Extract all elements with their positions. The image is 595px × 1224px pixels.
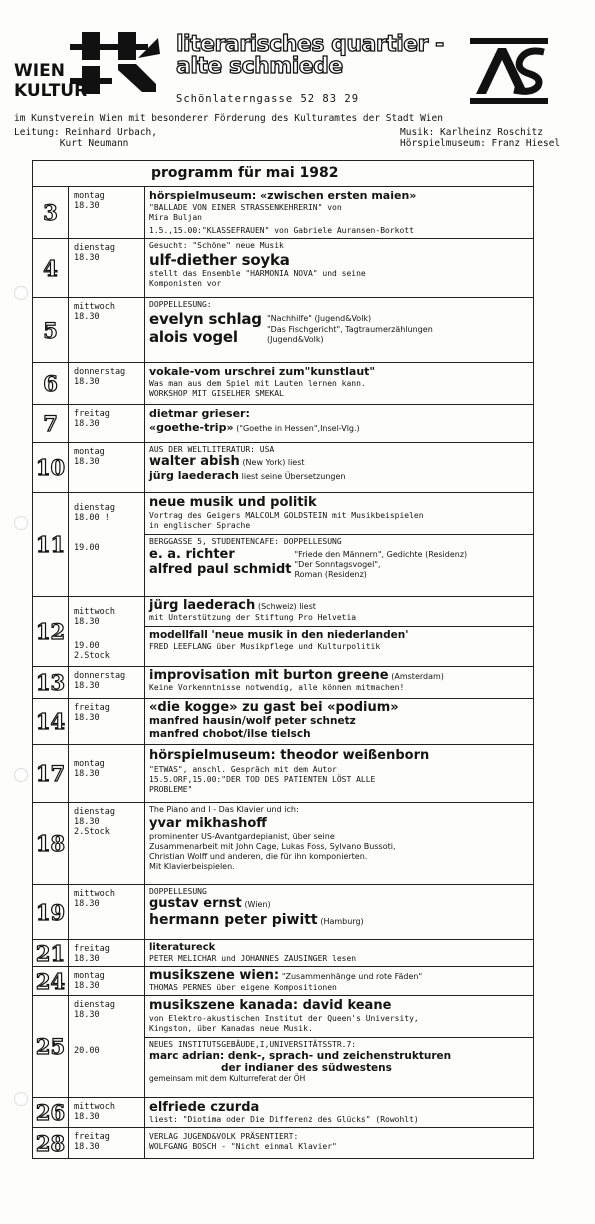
weekday: montag: [74, 191, 105, 201]
time: 18.30: [74, 201, 100, 211]
event-title: vokale-vom urschrei zum"kunstlaut": [149, 365, 376, 378]
event-note: (Amsterdam): [391, 672, 444, 681]
author-names: [149, 310, 267, 346]
event-title: hörspielmuseum: theodor weißenborn: [149, 748, 430, 763]
hoerspiel-line: Hörspielmuseum: Franz Hiesel: [400, 138, 561, 149]
event-note: ("Goethe in Hessen",Insel-Vlg.): [236, 424, 360, 433]
program-row: [33, 996, 533, 1098]
event-title: dietmar grieser:: [149, 407, 250, 420]
day-time: [69, 803, 145, 884]
program-row: [33, 187, 533, 239]
day-number: 25: [33, 996, 69, 1097]
day-number: 18: [33, 803, 69, 884]
event-line: THOMAS PERNES über eigene Kompositionen: [149, 983, 337, 992]
event-line: manfred chobot/ilse tielsch: [149, 728, 311, 740]
day-number: 6: [33, 363, 69, 404]
event: [145, 967, 533, 995]
event: [145, 699, 533, 744]
author-note: (New York) liest: [242, 458, 305, 467]
event-note: "Zusammenhänge und rote Fäden": [281, 972, 423, 981]
day-number: 14: [33, 699, 69, 744]
program-row: [33, 1128, 533, 1158]
event-line: Vortrag des Geigers MALCOLM GOLDSTEIN mit Musikbeispielen: [149, 511, 424, 520]
day-number: 12: [33, 597, 69, 666]
time: 18.30: [74, 419, 100, 429]
day-time: [69, 996, 145, 1097]
event-line: VERLAG JUGEND&VOLK PRÄSENTIERT:: [149, 1132, 299, 1141]
place: 2.Stock: [74, 827, 110, 837]
author-names: [149, 547, 291, 577]
program-row: [33, 443, 533, 493]
punch-hole: [14, 1092, 28, 1106]
time: 18.30: [74, 1142, 100, 1152]
day-time: [69, 597, 145, 666]
event: [145, 597, 533, 666]
author-note: (Jugend&Volk): [267, 335, 324, 344]
event-line: gemeinsam mit dem Kulturreferat der ÖH: [149, 1074, 306, 1083]
event-pre: BERGGASSE 5, STUDENTENCAFE: DOPPELLESUNG: [149, 537, 342, 546]
weekday: mittwoch: [74, 607, 115, 617]
event-line: Mit Klavierbeispielen.: [149, 861, 235, 871]
program-table: [32, 160, 534, 1159]
day-number: 26: [33, 1098, 69, 1127]
event-line: Kingston, über Kanadas neue Musik.: [149, 1024, 313, 1033]
program-title: programm für mai 1982: [33, 161, 533, 187]
day-time: [69, 363, 145, 404]
event-title: neue musik und politik: [149, 495, 317, 510]
punch-hole: [14, 516, 28, 530]
event-line: WORKSHOP MIT GISELHER SMEKAL: [149, 389, 284, 398]
author-note: (Hamburg): [320, 917, 364, 926]
punch-hole: [14, 286, 28, 300]
place: 2.Stock: [74, 651, 110, 661]
time: 18.30: [74, 954, 100, 964]
event-line: 15.5.ORF,15.00:"DER TOD DES PATIENTEN LÖST ALLE: [149, 775, 376, 784]
day-number: 3: [33, 187, 69, 238]
event-line: in englischer Sprache: [149, 521, 251, 530]
day-number: 11: [33, 493, 69, 596]
leitung-line1: Leitung: Reinhard Urbach,: [14, 127, 157, 138]
event: [145, 298, 533, 362]
time: 18.30: [74, 1010, 100, 1020]
author-note: liest seine Übersetzungen: [241, 472, 346, 481]
time: 19.00: [74, 641, 100, 651]
time: 18.30: [74, 617, 100, 627]
weekday: dienstag: [74, 1000, 115, 1010]
day-number: 5: [33, 298, 69, 362]
alte-schmiede-logo: [470, 38, 548, 104]
event-title: musikszene kanada: david keane: [149, 998, 392, 1013]
event-line: 1.5.,15.00:"KLASSEFRAUEN" von Gabriele Auransen-Borkott: [149, 226, 414, 235]
time: 20.00: [74, 1046, 100, 1056]
logo-wien: WIEN: [14, 61, 65, 81]
credits-right: [400, 127, 560, 149]
day-number: 21: [33, 940, 69, 966]
day-time: [69, 667, 145, 698]
weekday: dienstag: [74, 807, 115, 817]
event-title: ulf-diether soyka: [149, 251, 290, 269]
day-time: [69, 1098, 145, 1127]
day-time: [69, 443, 145, 492]
day-number: 10: [33, 443, 69, 492]
event: [145, 405, 533, 442]
program-row: [33, 745, 533, 803]
weekday: mittwoch: [74, 302, 115, 312]
divider: [145, 1037, 533, 1038]
venue-address: Schönlaterngasse 52 83 29: [176, 93, 360, 105]
event-title: yvar mikhashoff: [149, 815, 267, 831]
event-title: marc adrian: denk-, sprach- und zeichenstrukturen: [149, 1050, 452, 1062]
time: 18.30: [74, 713, 100, 723]
event-pre: DOPPELLESUNG: [149, 887, 207, 896]
time: 18.30: [74, 769, 100, 779]
event-line: "BALLADE VON EINER STRASSENKEHRERIN" von: [149, 203, 342, 212]
day-number: 28: [33, 1128, 69, 1158]
weekday: donnerstag: [74, 367, 126, 377]
venue-title-line1: literarisches quartier -: [176, 32, 444, 57]
author-note: "Nachhilfe" (Jugend&Volk): [267, 314, 372, 323]
day-time: [69, 493, 145, 596]
program-row: [33, 239, 533, 298]
leitung: [14, 127, 157, 149]
day-time: [69, 967, 145, 995]
event-line: Keine Vorkenntnisse notwendig, alle können mitmachen!: [149, 683, 405, 692]
time: 18.30: [74, 681, 100, 691]
author-notes: [267, 310, 433, 345]
time: 19.00: [74, 543, 100, 553]
event: [145, 940, 533, 966]
divider: [145, 534, 533, 535]
author-name: walter abish: [149, 454, 240, 469]
program-row: [33, 667, 533, 699]
day-number: 17: [33, 745, 69, 802]
event-title: elfriede czurda: [149, 1100, 260, 1115]
author-note: Roman (Residenz): [294, 570, 367, 579]
weekday: montag: [74, 971, 105, 981]
day-time: [69, 940, 145, 966]
event-title: improvisation mit burton greene: [149, 668, 389, 683]
day-number: 24: [33, 967, 69, 995]
event-title: der indianer des südwestens: [221, 1062, 392, 1074]
event: [145, 1128, 533, 1158]
event-line: Was man aus dem Spiel mit Lauten lernen kann.: [149, 379, 366, 388]
event-pre: DOPPELLESUNG:: [149, 300, 212, 309]
event-line: prominenter US-Avantgardepianist, über seine: [149, 831, 335, 841]
program-row: [33, 363, 533, 405]
event-line: "ETWAS", anschl. Gespräch mit dem Autor: [149, 765, 337, 774]
logo-as-text: AS: [509, 78, 511, 79]
event: [145, 1098, 533, 1127]
program-row: [33, 885, 533, 940]
event-subtitle: «goethe-trip»: [149, 421, 234, 434]
event-line: Mira Buljan: [149, 213, 202, 222]
weekday: montag: [74, 759, 105, 769]
author-notes: [291, 547, 467, 580]
author-name: jürg laederach: [149, 469, 239, 482]
event-title: musikszene wien:: [149, 968, 280, 983]
event-title: modellfall 'neue musik in den niederlanden': [149, 629, 409, 641]
day-number: 4: [33, 239, 69, 297]
time: 18.30: [74, 1112, 100, 1122]
program-row: [33, 940, 533, 967]
time: 18.30: [74, 253, 100, 263]
weekday: dienstag: [74, 243, 115, 253]
weekday: freitag: [74, 944, 110, 954]
event: [145, 745, 533, 802]
event-line: Christian Wolff und anderen, die für ihn komponierten.: [149, 851, 368, 861]
program-row: [33, 298, 533, 363]
leitung-line2: Kurt Neumann: [14, 138, 129, 149]
venue-title-line2: alte schmiede: [176, 54, 343, 79]
author-name: evelyn schlag: [149, 310, 262, 328]
event-note: (Schweiz) liest: [257, 602, 316, 611]
weekday: dienstag: [74, 503, 115, 513]
weekday: freitag: [74, 1132, 110, 1142]
event-pre: AUS DER WELTLITERATUR: USA: [149, 445, 275, 454]
event-line: PETER MELICHAR und JOHANNES ZAUSINGER lesen: [149, 954, 357, 963]
day-time: [69, 405, 145, 442]
time: 18.30: [74, 817, 100, 827]
event: [145, 443, 533, 492]
program-row: [33, 699, 533, 745]
day-time: [69, 885, 145, 939]
time: 18.30: [74, 457, 100, 467]
event-line: stellt das Ensemble "HARMONIA NOVA" und seine: [149, 269, 366, 278]
author-name: e. a. richter: [149, 547, 235, 562]
day-time: [69, 239, 145, 297]
author-name: gustav ernst: [149, 896, 242, 911]
logo-kultur: KULTUR: [14, 81, 88, 101]
day-number: 7: [33, 405, 69, 442]
event-title: «die kogge» zu gast bei «podium»: [149, 700, 399, 715]
event: [145, 187, 533, 238]
day-time: [69, 1128, 145, 1158]
event-line: PROBLEME": [149, 785, 193, 794]
event: [145, 885, 533, 939]
event: [145, 239, 533, 297]
day-time: [69, 187, 145, 238]
event-line: mit Unterstützung der Stiftung Pro Helvetia: [149, 613, 357, 622]
program-row: [33, 405, 533, 443]
author-name: alfred paul schmidt: [149, 562, 292, 577]
event-title: literatureck: [149, 942, 216, 953]
time: 18.30: [74, 981, 100, 991]
divider: [145, 626, 533, 627]
author-note: "Friede den Männern", Gedichte (Residenz): [294, 550, 468, 559]
event-line: FRED LEEFLANG über Musikpflege und Kulturpolitik: [149, 642, 381, 651]
wien-kultur-logo: [14, 30, 164, 106]
day-number: 13: [33, 667, 69, 698]
day-number: 19: [33, 885, 69, 939]
time: 18.30: [74, 312, 100, 322]
program-row: [33, 597, 533, 667]
program-row: [33, 967, 533, 996]
weekday: freitag: [74, 703, 110, 713]
author-note: (Wien): [244, 900, 271, 909]
day-time: [69, 298, 145, 362]
event-line: WOLFGANG BOSCH - "Nicht einmal Klavier": [149, 1142, 337, 1151]
time: 18.00 !: [74, 513, 110, 523]
event-line: liest: "Diotima oder Die Differenz des Glücks" (Rowohlt): [149, 1115, 419, 1124]
weekday: mittwoch: [74, 1102, 115, 1112]
time: 18.30: [74, 377, 100, 387]
event-pre: NEUES INSTITUTSGEBÄUDE,I,UNIVERSITÄTSSTR.7:: [149, 1040, 357, 1049]
event-line: Zusammenarbeit mit John Cage, Lukas Foss, Sylvano Bussoti,: [149, 841, 396, 851]
program-row: [33, 803, 533, 885]
program-row: [33, 1098, 533, 1128]
event: [145, 667, 533, 698]
author-pair: [149, 310, 527, 346]
author-note: "Der Sonntagsvogel",: [294, 560, 381, 569]
event-line: manfred hausin/wolf peter schnetz: [149, 715, 356, 727]
author-name: alois vogel: [149, 328, 238, 346]
event-line: Komponisten vor: [149, 279, 222, 288]
event-pre: Gesucht: "Schöne" neue Musik: [149, 241, 284, 250]
funding-line: im Kunstverein Wien mit besonderer Förderung des Kulturamtes der Stadt Wien: [14, 113, 443, 124]
weekday: mittwoch: [74, 889, 115, 899]
day-time: [69, 745, 145, 802]
event-title: jürg laederach: [149, 598, 256, 613]
event: [145, 996, 533, 1097]
event-pre: The Piano and I - Das Klavier und ich:: [149, 805, 299, 814]
author-pair: [149, 547, 527, 580]
weekday: montag: [74, 447, 105, 457]
weekday: freitag: [74, 409, 110, 419]
event-title: hörspielmuseum: «zwischen ersten maien»: [149, 189, 417, 202]
author-note: "Das Fischgericht", Tagtraumerzählungen: [267, 325, 433, 334]
author-name: hermann peter piwitt: [149, 912, 318, 928]
time: 18.30: [74, 899, 100, 909]
program-row: [33, 493, 533, 597]
event-line: von Elektro-akustischen Institut der Queen's University,: [149, 1014, 419, 1023]
weekday: donnerstag: [74, 671, 126, 681]
venue-title: [176, 34, 466, 78]
day-time: [69, 699, 145, 744]
event: [145, 493, 533, 596]
event: [145, 363, 533, 404]
punch-hole: [14, 768, 28, 782]
event: [145, 803, 533, 884]
musik-line: Musik: Karlheinz Roschitz: [400, 127, 543, 138]
